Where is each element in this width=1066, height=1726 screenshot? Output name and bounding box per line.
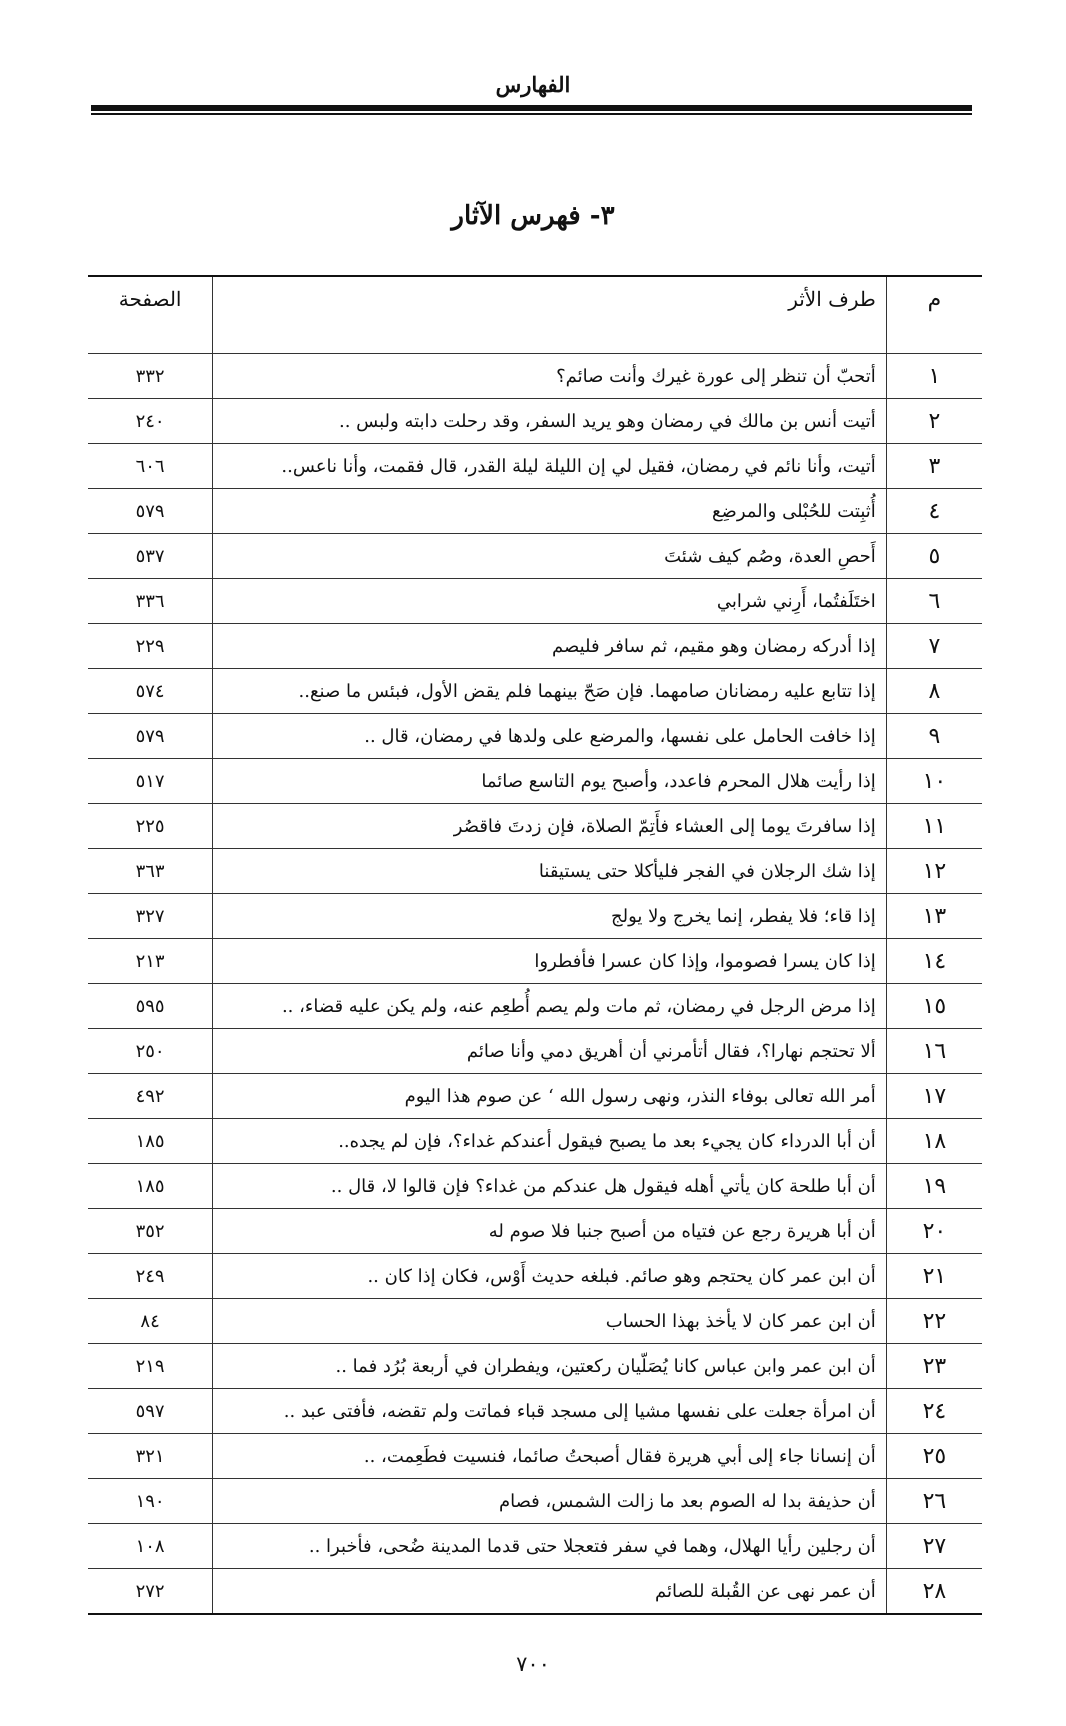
row-number: ٢٦ xyxy=(886,1479,982,1524)
row-page: ٢٤٠ xyxy=(88,399,213,444)
row-text: إذا خافت الحامل على نفسها، والمرضع على ولدها في رمضان، قال .. xyxy=(213,714,887,759)
row-page: ٢٢٥ xyxy=(88,804,213,849)
row-text: إذا سافرتَ يوما إلى العشاء فأَتِمّ الصلاة، فإن زدتَ فاقصُر xyxy=(213,804,887,849)
row-text: أن امرأة جعلت على نفسها مشيا إلى مسجد قباء فماتت ولم تقضه، فأفتى عبد .. xyxy=(213,1389,887,1434)
row-page: ٣٦٣ xyxy=(88,849,213,894)
row-page: ٢٤٩ xyxy=(88,1254,213,1299)
table-row xyxy=(88,1029,982,1074)
row-page: ٣٣٦ xyxy=(88,579,213,624)
row-page: ٥٧٤ xyxy=(88,669,213,714)
row-page: ٢٥٠ xyxy=(88,1029,213,1074)
table-row xyxy=(88,1434,982,1479)
row-page: ١٩٠ xyxy=(88,1479,213,1524)
row-page: ٥٩٧ xyxy=(88,1389,213,1434)
table-row xyxy=(88,399,982,444)
table-row xyxy=(88,1479,982,1524)
row-text: أن ابن عمر كان يحتجم وهو صائم. فبلغه حديث أَوْس، فكان إذا كان .. xyxy=(213,1254,887,1299)
table-row xyxy=(88,849,982,894)
table-row xyxy=(88,894,982,939)
row-number: ٢٥ xyxy=(886,1434,982,1479)
row-text: إذا تتابع عليه رمضانان صامهما. فإن صَحّ بينهما فلم يقض الأول، فبئس ما صنع.. xyxy=(213,669,887,714)
row-number: ٧ xyxy=(886,624,982,669)
table-row xyxy=(88,489,982,534)
table-row xyxy=(88,1209,982,1254)
row-text: أتيت، وأنا نائم في رمضان، فقيل لي إن الليلة ليلة القدر، قال فقمت، وأنا ناعس.. xyxy=(213,444,887,489)
row-number: ١٤ xyxy=(886,939,982,984)
row-text: أن ابن عمر كان لا يأخذ بهذا الحساب xyxy=(213,1299,887,1344)
table-row xyxy=(88,1344,982,1389)
column-header-number: م xyxy=(886,276,982,354)
row-number: ٢٠ xyxy=(886,1209,982,1254)
row-text: أمر الله تعالى بوفاء النذر، ونهى رسول الله ‘ عن صوم هذا اليوم xyxy=(213,1074,887,1119)
row-number: ٥ xyxy=(886,534,982,579)
row-text: اختَلَفتُما، أَرِني شرابي xyxy=(213,579,887,624)
table-row xyxy=(88,1299,982,1344)
table-row xyxy=(88,669,982,714)
row-page: ٤٩٢ xyxy=(88,1074,213,1119)
row-number: ١٦ xyxy=(886,1029,982,1074)
row-number: ١٣ xyxy=(886,894,982,939)
row-number: ٢ xyxy=(886,399,982,444)
row-number: ١٨ xyxy=(886,1119,982,1164)
row-number: ٨ xyxy=(886,669,982,714)
table-row xyxy=(88,714,982,759)
row-number: ١٠ xyxy=(886,759,982,804)
row-page: ٢١٣ xyxy=(88,939,213,984)
table-row xyxy=(88,984,982,1029)
row-number: ١٩ xyxy=(886,1164,982,1209)
row-text: أتحبّ أن تنظر إلى عورة غيرك وأنت صائم؟ xyxy=(213,354,887,399)
table-header-row xyxy=(88,276,982,354)
row-text: ألا تحتجم نهارا؟، فقال أتأمرني أن أهريق دمي وأنا صائم xyxy=(213,1029,887,1074)
row-number: ٦ xyxy=(886,579,982,624)
row-page: ٢١٩ xyxy=(88,1344,213,1389)
row-text: إذا كان يسرا فصوموا، وإذا كان عسرا فأفطروا xyxy=(213,939,887,984)
row-number: ٢٢ xyxy=(886,1299,982,1344)
row-text: إذا قاء؛ فلا يفطر، إنما يخرج ولا يولج xyxy=(213,894,887,939)
page-number: ٧٠٠ xyxy=(516,1652,550,1676)
row-text: أن أبا طلحة كان يأتي أهله فيقول هل عندكم من غداء؟ فإن قالوا لا، قال .. xyxy=(213,1164,887,1209)
table-row xyxy=(88,939,982,984)
row-page: ٥٧٩ xyxy=(88,489,213,534)
table-row xyxy=(88,759,982,804)
row-number: ٤ xyxy=(886,489,982,534)
row-text: أن عمر نهى عن القُبلة للصائم xyxy=(213,1569,887,1615)
row-page: ٣٥٢ xyxy=(88,1209,213,1254)
table-row xyxy=(88,624,982,669)
row-text: أن حذيفة بدا له الصوم بعد ما زالت الشمس، فصام xyxy=(213,1479,887,1524)
row-number: ١٥ xyxy=(886,984,982,1029)
row-text: أن ابن عمر وابن عباس كانا يُصَلّيان ركعتين، ويفطران في أربعة بُرُد فما .. xyxy=(213,1344,887,1389)
row-page: ٣٣٢ xyxy=(88,354,213,399)
row-page: ٥١٧ xyxy=(88,759,213,804)
row-page: ١٨٥ xyxy=(88,1119,213,1164)
row-page: ٣٢١ xyxy=(88,1434,213,1479)
table-row xyxy=(88,804,982,849)
row-page: ٦٠٦ xyxy=(88,444,213,489)
row-page: ٢٢٩ xyxy=(88,624,213,669)
table-row xyxy=(88,1254,982,1299)
running-header: الفهارس xyxy=(495,72,571,97)
row-page: ١٨٥ xyxy=(88,1164,213,1209)
column-header-text: طرف الأثر xyxy=(213,276,887,354)
table-row xyxy=(88,1164,982,1209)
row-page: ٥٩٥ xyxy=(88,984,213,1029)
row-page: ٨٤ xyxy=(88,1299,213,1344)
row-text: أن رجلين رأيا الهلال، وهما في سفر فتعجلا حتى قدما المدينة ضُحى، فأخبرا .. xyxy=(213,1524,887,1569)
row-text: أن أبا هريرة رجع عن فتياه من أصبح جنبا فلا صوم له xyxy=(213,1209,887,1254)
section-title: ٣- فهرس الآثار xyxy=(451,201,615,231)
row-number: ١٢ xyxy=(886,849,982,894)
table-row xyxy=(88,534,982,579)
row-page: ٥٧٩ xyxy=(88,714,213,759)
row-text: أَحصِ العدة، وصُم كيف شئتَ xyxy=(213,534,887,579)
row-number: ١٧ xyxy=(886,1074,982,1119)
row-number: ٢٣ xyxy=(886,1344,982,1389)
row-page: ٣٢٧ xyxy=(88,894,213,939)
row-number: ٢٧ xyxy=(886,1524,982,1569)
table-row xyxy=(88,354,982,399)
row-text: أتيت أنس بن مالك في رمضان وهو يريد السفر، وقد رحلت دابته ولبس .. xyxy=(213,399,887,444)
row-page: ٥٣٧ xyxy=(88,534,213,579)
row-text: إذا أدركه رمضان وهو مقيم، ثم سافر فليصم xyxy=(213,624,887,669)
table-body xyxy=(88,354,982,1615)
table-row xyxy=(88,1569,982,1615)
row-number: ٢١ xyxy=(886,1254,982,1299)
row-page: ٢٧٢ xyxy=(88,1569,213,1615)
table-row xyxy=(88,579,982,624)
row-number: ٣ xyxy=(886,444,982,489)
row-text: أُثبِتت للحُبْلى والمرضِع xyxy=(213,489,887,534)
table-row xyxy=(88,1389,982,1434)
row-text: أن إنسانا جاء إلى أبي هريرة فقال أصبحتُ صائما، فنسيت فطَعِمت، .. xyxy=(213,1434,887,1479)
row-number: ٢٨ xyxy=(886,1569,982,1615)
table-row xyxy=(88,1524,982,1569)
table-row xyxy=(88,1119,982,1164)
column-header-page: الصفحة xyxy=(88,276,213,354)
header-rule xyxy=(91,105,972,111)
row-text: إذا شك الرجلان في الفجر فليأكلا حتى يستيقنا xyxy=(213,849,887,894)
row-number: ١١ xyxy=(886,804,982,849)
row-number: ٢٤ xyxy=(886,1389,982,1434)
table-row xyxy=(88,1074,982,1119)
table-row xyxy=(88,444,982,489)
header-rule-thin xyxy=(91,113,972,115)
row-number: ٩ xyxy=(886,714,982,759)
athar-index-table xyxy=(88,275,982,1615)
row-text: إذا مرض الرجل في رمضان، ثم مات ولم يصم أُطعِم عنه، ولم يكن عليه قضاء، .. xyxy=(213,984,887,1029)
row-text: إذا رأيت هلال المحرم فاعدد، وأصبح يوم التاسع صائما xyxy=(213,759,887,804)
row-number: ١ xyxy=(886,354,982,399)
row-page: ١٠٨ xyxy=(88,1524,213,1569)
row-text: أن أبا الدرداء كان يجيء بعد ما يصبح فيقول أعندكم غداء؟، فإن لم يجده.. xyxy=(213,1119,887,1164)
